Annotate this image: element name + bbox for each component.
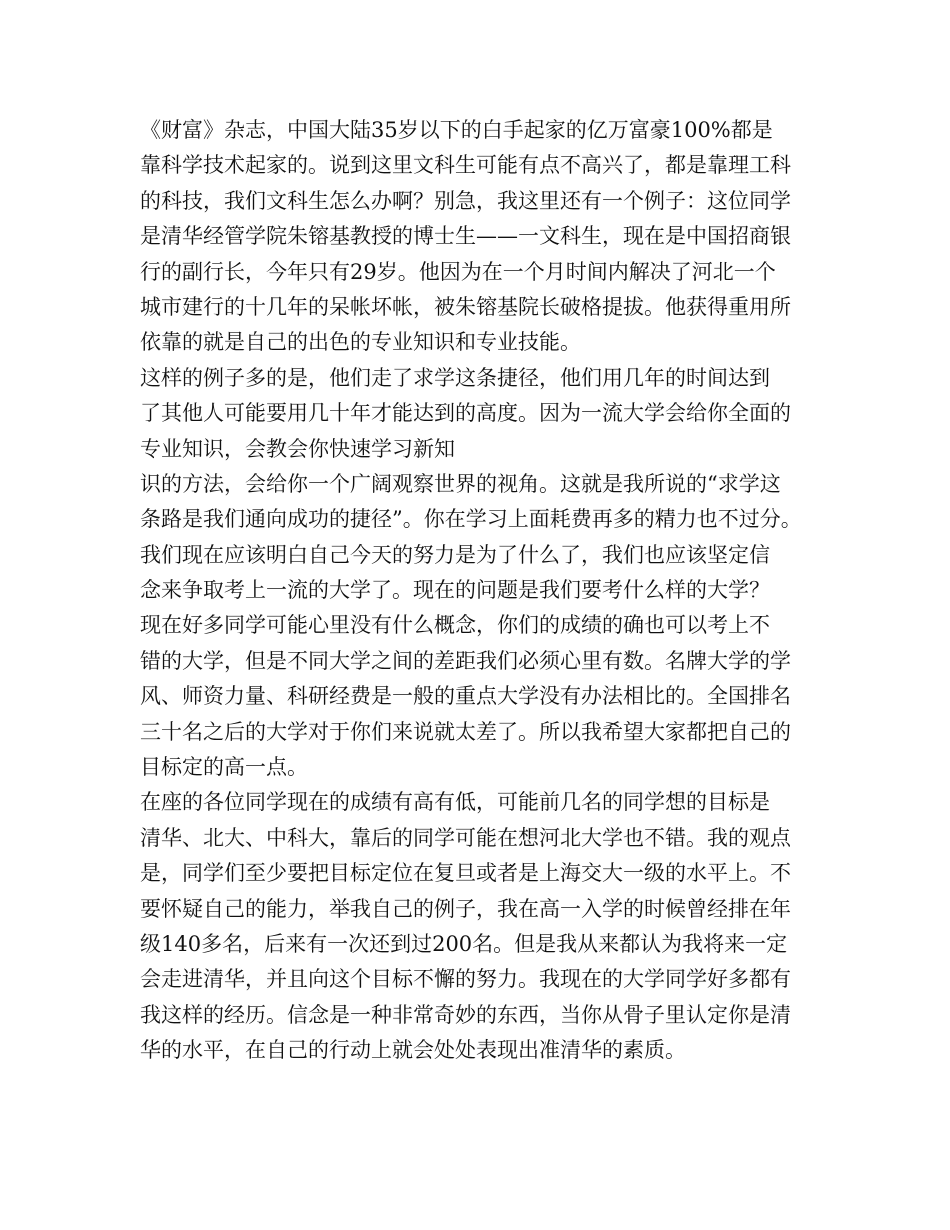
text-line: 专业知识，会教会你快速学习新知 [140,436,455,461]
text-line: 华的水平，在自己的行动上就会处处表现出准清华的素质。 [140,1038,686,1063]
text-line: 条路是我们通向成功的捷径”。你在学习上面耗费再多的精力也不过分。 [140,507,802,532]
text-line: 行的副行长，今年只有29岁。他因为在一个月时间内解决了河北一个 [140,259,776,284]
text-line: 我们现在应该明白自己今天的努力是为了什么了，我们也应该坚定信 [140,542,770,567]
text-line: 风、师资力量、科研经费是一般的重点大学没有办法相比的。全国排名 [140,684,791,709]
document-body [140,113,830,1069]
text-line: 会走进清华，并且向这个目标不懈的努力。我现在的大学同学好多都有 [140,967,791,992]
text-line: 《财富》杂志，中国大陆35岁以下的白手起家的亿万富豪100%都是 [140,118,773,142]
text-line: 现在好多同学可能心里没有什么概念，你们的成绩的确也可以考上不 [140,613,770,638]
text-line: 错的大学，但是不同大学之间的差距我们必须心里有数。名牌大学的学 [140,648,791,673]
text-line: 级140多名，后来有一次还到过200名。但是我从来都认为我将来一定 [140,931,788,956]
text-line: 目标定的高一点。 [140,755,308,780]
text-line: 是，同学们至少要把目标定位在复旦或者是上海交大一级的水平上。不 [140,861,791,886]
text-line: 靠科学技术起家的。说到这里文科生可能有点不高兴了，都是靠理工科 [140,153,791,178]
text-line: 念来争取考上一流的大学了。现在的问题是我们要考什么样的大学？ [140,578,770,603]
text-line: 要怀疑自己的能力，举我自己的例子，我在高一入学的时候曾经排在年 [140,896,791,921]
text-line: 识的方法，会给你一个广阔观察世界的视角。这就是我所说的“求学这 [140,471,781,496]
text-line: 在座的各位同学现在的成绩有高有低，可能前几名的同学想的目标是 [140,790,770,815]
text-line: 我这样的经历。信念是一种非常奇妙的东西，当你从骨子里认定你是清 [140,1002,791,1027]
text-line: 这样的例子多的是，他们走了求学这条捷径，他们用几年的时间达到 [140,365,770,390]
text-line: 了其他人可能要用几十年才能达到的高度。因为一流大学会给你全面的 [140,401,791,426]
text-line: 的科技，我们文科生怎么办啊？别急，我这里还有一个例子：这位同学 [140,188,791,213]
text-line: 城市建行的十几年的呆帐坏帐，被朱镕基院长破格提拔。他获得重用所 [140,294,791,319]
text-line: 清华、北大、中科大，靠后的同学可能在想河北大学也不错。我的观点 [140,825,791,850]
text-line: 三十名之后的大学对于你们来说就太差了。所以我希望大家都把自己的 [140,719,791,744]
text-line: 是清华经管学院朱镕基教授的博士生——一文科生，现在是中国招商银 [140,224,791,249]
text-line: 依靠的就是自己的出色的专业知识和专业技能。 [140,330,581,355]
